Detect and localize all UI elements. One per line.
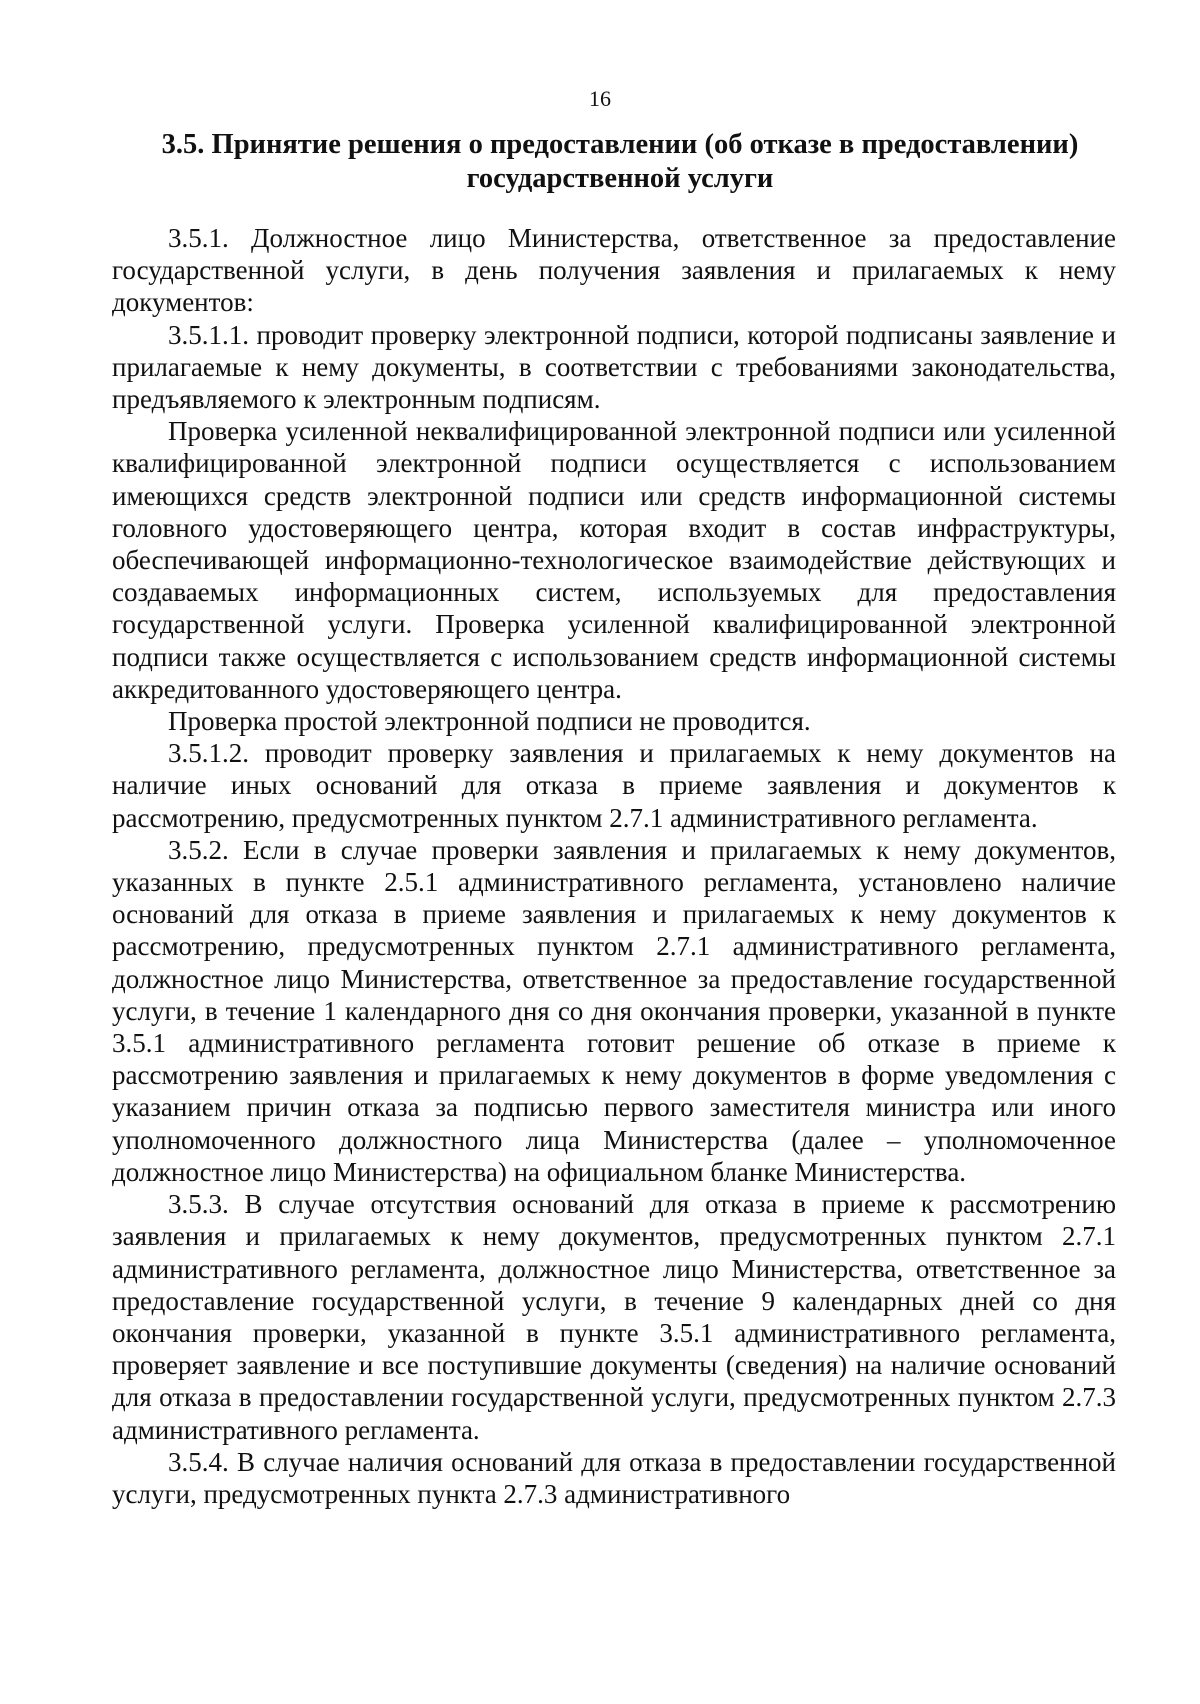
paragraph-3-5-4: 3.5.4. В случае наличия оснований для отказа в предоставлении государственной услуги, предусмотренных пункта 2.7.3 административного	[112, 1446, 1116, 1509]
paragraph-3-5-3: 3.5.3. В случае отсутствия оснований для отказа в приеме к рассмотрению заявления и прилагаемых к нему документов, предусмотренных пунктом 2.7.1 административного регламента, должностное лицо Министерства, ответственное за предоставление государственной услуги, в течение 9 календарных дней со дня окончания проверки, указанной в пункте 3.5.1 административного регламента, проверяет заявление и все поступившие документы (сведения) на наличие оснований для отказа в предоставлении государственной услуги, предусмотренных пунктом 2.7.3 административного регламента.	[112, 1189, 1116, 1445]
page-number: 16	[589, 86, 611, 111]
paragraph-3-5-1-1: 3.5.1.1. проводит проверку электронной подписи, которой подписаны заявление и прилагаемые к нему документы, в соответствии с требованиями законодательства, предъявляемого к электронным подписям.	[112, 319, 1116, 415]
section-heading-line-1: 3.5. Принятие решения о предоставлении (об отказе в предоставлении)	[161, 129, 1079, 160]
section-heading-line-2: государственной услуги	[466, 163, 774, 194]
paragraph-signature-check: Проверка усиленной неквалифицированной электронной подписи или усиленной квалифицированной электронной подписи осуществляется с использованием имеющихся средств электронной подписи или средств информационной системы головного удостоверяющего центра, которая входит в состав инфраструктуры, обеспечивающей информационно-технологическое взаимодействие действующих и создаваемых информационных систем, используемых для предоставления государственной услуги. Проверка усиленной квалифицированной электронной подписи также осуществляется с использованием средств информационной системы аккредитованного удостоверяющего центра.	[112, 416, 1116, 704]
section-heading	[140, 128, 1100, 196]
paragraph-3-5-1: 3.5.1. Должностное лицо Министерства, ответственное за предоставление государственной услуги, в день получения заявления и прилагаемых к нему документов:	[112, 223, 1116, 318]
paragraph-simple-signature: Проверка простой электронной подписи не проводится.	[168, 706, 811, 737]
paragraph-3-5-2: 3.5.2. Если в случае проверки заявления и прилагаемых к нему документов, указанных в пункте 2.5.1 административного регламента, установлено наличие оснований для отказа в приеме заявления и прилагаемых к нему документов к рассмотрению, предусмотренных пунктом 2.7.1 административного регламента, должностное лицо Министерства, ответственное за предоставление государственной услуги, в течение 1 календарного дня со дня окончания проверки, указанной в пункте 3.5.1 административного регламента готовит решение об отказе в приеме к рассмотрению заявления и прилагаемых к нему документов в форме уведомления с указанием причин отказа за подписью первого заместителя министра или иного уполномоченного должностного лица Министерства (далее – уполномоченное должностное лицо Министерства) на официальном бланке Министерства.	[112, 834, 1116, 1187]
paragraph-3-5-1-2: 3.5.1.2. проводит проверку заявления и прилагаемых к нему документов на наличие иных оснований для отказа в приеме заявления и документов к рассмотрению, предусмотренных пунктом 2.7.1 административного регламента.	[112, 738, 1116, 833]
document-body	[112, 222, 1116, 1510]
